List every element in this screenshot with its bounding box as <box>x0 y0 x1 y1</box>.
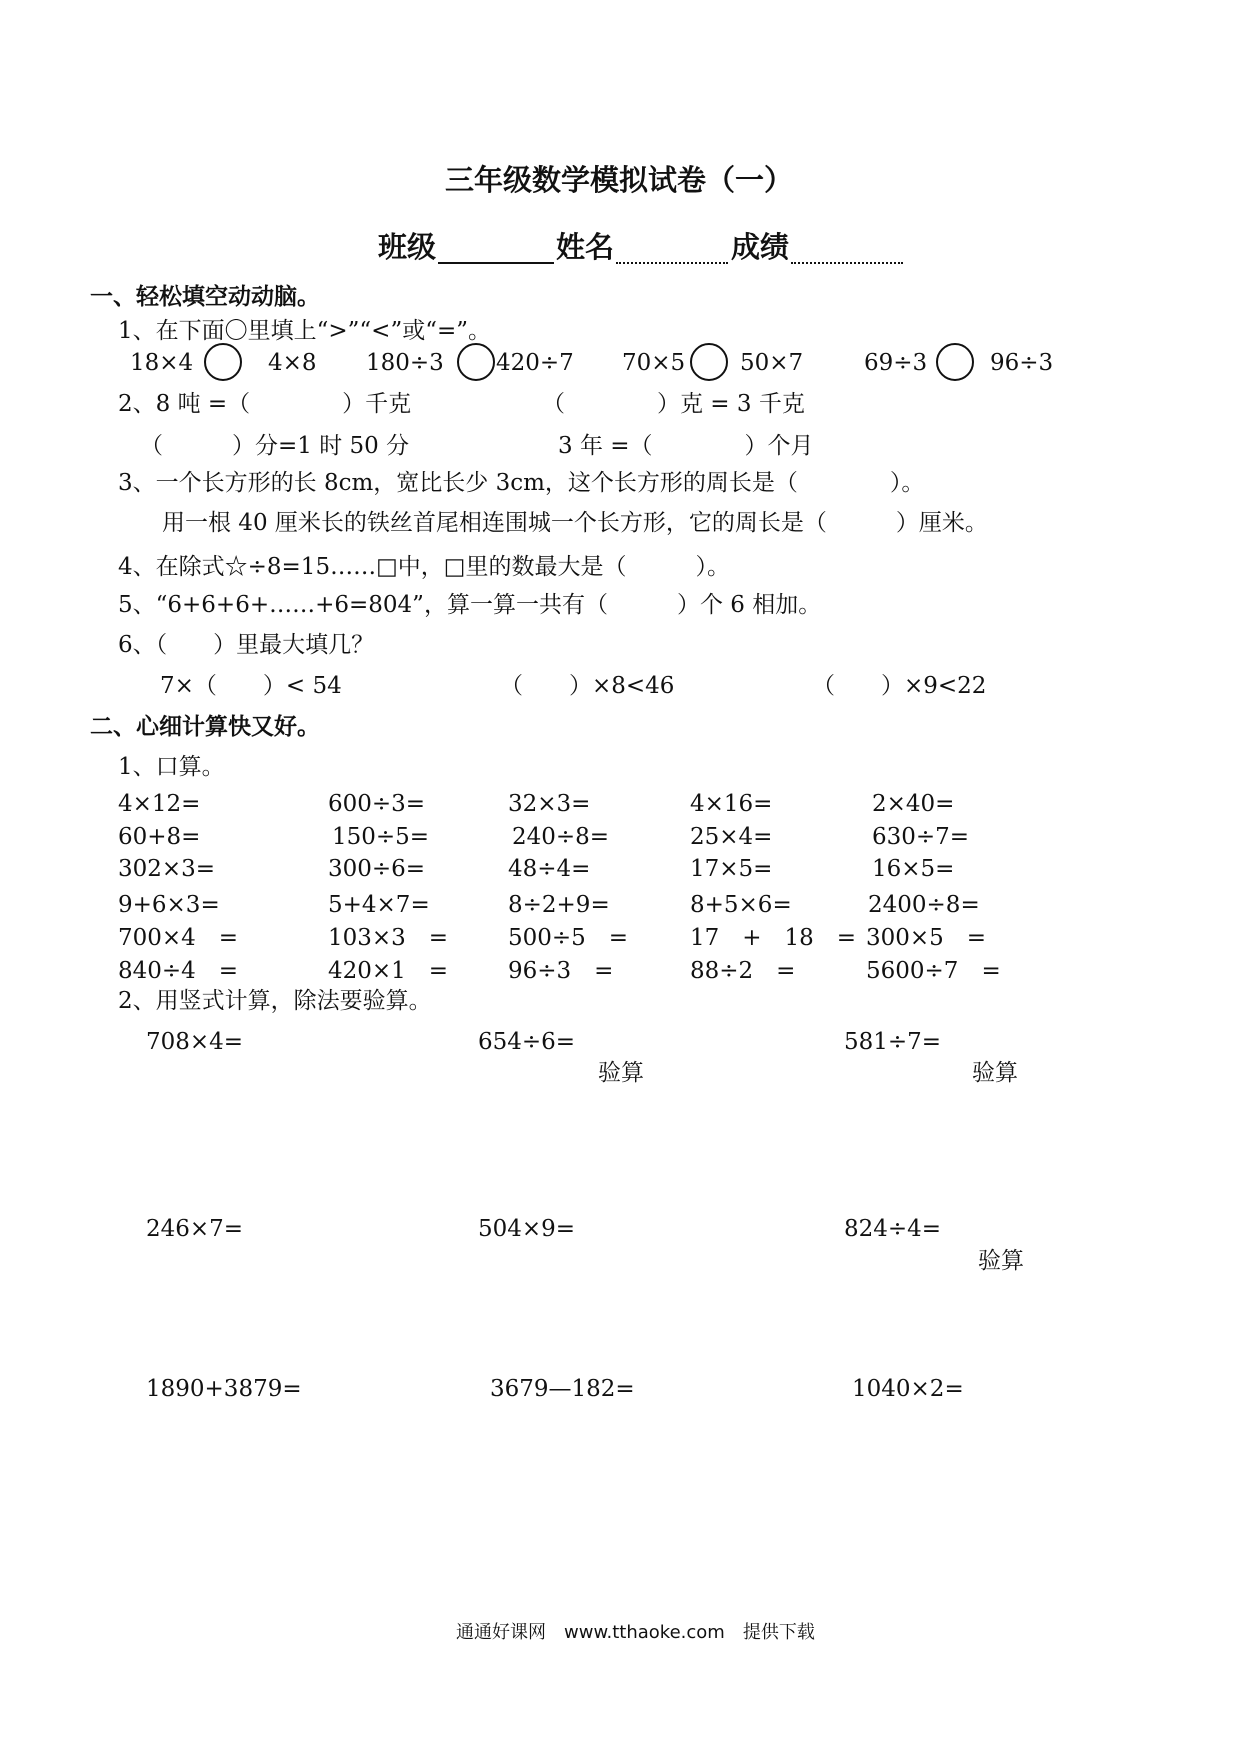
score-label: 成绩 <box>731 230 790 264</box>
compare-left-1: 18×4 <box>130 350 194 376</box>
vertical-item: 246×7= <box>146 1216 244 1242</box>
oral-item: 8÷2+9= <box>508 892 610 918</box>
compare-circle-4[interactable] <box>936 343 974 381</box>
oral-item: 5+4×7= <box>328 892 430 918</box>
oral-item: 60+8= <box>118 824 201 850</box>
oral-item: 700×4 = <box>118 925 239 951</box>
vertical-item: 1040×2= <box>852 1376 964 1402</box>
oral-item: 17×5= <box>690 856 773 882</box>
q5-text: 5、“6+6+6+……+6=804”，算一算一共有（ ）个 6 相加。 <box>118 592 822 618</box>
q3-part-b: 用一根 40 厘米长的铁丝首尾相连围城一个长方形，它的周长是（ ）厘米。 <box>162 510 988 536</box>
oral-item: 9+6×3= <box>118 892 220 918</box>
compare-right-3: 50×7 <box>740 350 804 376</box>
oral-item: 4×16= <box>690 791 773 817</box>
oral-item: 630÷7= <box>872 824 970 850</box>
score-blank[interactable] <box>791 262 903 264</box>
oral-item: 240÷8= <box>512 824 610 850</box>
oral-item: 2400÷8= <box>868 892 980 918</box>
oral-item: 840÷4 = <box>118 958 239 984</box>
vertical-item: 708×4= <box>146 1029 244 1055</box>
oral-item: 5600÷7 = <box>866 958 1001 984</box>
q6-part-c: （ ）×9<22 <box>812 673 987 699</box>
compare-circle-2[interactable] <box>457 343 495 381</box>
oral-item: 32×3= <box>508 791 591 817</box>
vertical-item: 824÷4= <box>844 1216 942 1242</box>
oral-item: 302×3= <box>118 856 216 882</box>
q4-text: 4、在除式☆÷8=15……□中，□里的数最大是（ ）。 <box>118 554 731 580</box>
q6-prompt: 6、（ ）里最大填几？ <box>118 632 375 658</box>
compare-right-4: 96÷3 <box>990 350 1054 376</box>
vertical-item: 504×9= <box>478 1216 576 1242</box>
compare-left-3: 70×5 <box>622 350 686 376</box>
oral-item: 17 + 18 = <box>690 925 857 951</box>
compare-circle-3[interactable] <box>690 343 728 381</box>
oral-item: 88÷2 = <box>690 958 796 984</box>
oral-item: 300÷6= <box>328 856 426 882</box>
check-label: 验算 <box>598 1060 644 1086</box>
oral-item: 420×1 = <box>328 958 449 984</box>
oral-item: 103×3 = <box>328 925 449 951</box>
oral-item: 2×40= <box>872 791 955 817</box>
compare-circle-1[interactable] <box>204 343 242 381</box>
class-blank[interactable] <box>438 262 554 264</box>
vertical-item: 654÷6= <box>478 1029 576 1055</box>
section-2-heading: 二、心细计算快又好。 <box>90 714 320 740</box>
vertical-item: 1890+3879= <box>146 1376 302 1402</box>
oral-item: 600÷3= <box>328 791 426 817</box>
q6-part-b: （ ）×8<46 <box>500 673 675 699</box>
section-1-heading: 一、轻松填空动动脑。 <box>90 284 320 310</box>
name-label: 姓名 <box>556 230 615 264</box>
check-label: 验算 <box>978 1248 1024 1274</box>
compare-right-2: 420÷7 <box>496 350 574 376</box>
q2-part-c: （ ）分=1 时 50 分 <box>140 433 410 459</box>
class-label: 班级 <box>378 230 437 264</box>
q2-part-d: 3 年 =（ ）个月 <box>558 433 814 459</box>
q2-part-a: 2、8 吨 =（ ）千克 <box>118 391 412 417</box>
q2-part-b: （ ）克 = 3 千克 <box>542 391 805 417</box>
vertical-item: 3679—182= <box>490 1376 635 1402</box>
oral-prompt: 1、口算。 <box>118 754 225 780</box>
q1-prompt: 1、在下面〇里填上“>”“<”或“=”。 <box>118 318 491 344</box>
oral-item: 8+5×6= <box>690 892 792 918</box>
q3-part-a: 3、一个长方形的长 8cm，宽比长少 3cm，这个长方形的周长是（ ）。 <box>118 470 925 496</box>
check-label: 验算 <box>972 1060 1018 1086</box>
page-title: 三年级数学模拟试卷（一） <box>445 163 794 197</box>
vertical-prompt: 2、用竖式计算，除法要验算。 <box>118 988 432 1014</box>
vertical-item: 581÷7= <box>844 1029 942 1055</box>
compare-left-4: 69÷3 <box>864 350 928 376</box>
oral-item: 150÷5= <box>332 824 430 850</box>
oral-item: 16×5= <box>872 856 955 882</box>
q6-part-a: 7×（ ）< 54 <box>160 673 342 699</box>
oral-item: 25×4= <box>690 824 773 850</box>
oral-item: 300×5 = <box>866 925 987 951</box>
name-blank[interactable] <box>616 262 728 264</box>
compare-right-1: 4×8 <box>268 350 317 376</box>
oral-item: 96÷3 = <box>508 958 614 984</box>
oral-item: 48÷4= <box>508 856 591 882</box>
compare-left-2: 180÷3 <box>366 350 444 376</box>
footer-text: 通通好课网 www.tthaoke.com 提供下载 <box>456 1622 815 1643</box>
oral-item: 4×12= <box>118 791 201 817</box>
oral-item: 500÷5 = <box>508 925 629 951</box>
